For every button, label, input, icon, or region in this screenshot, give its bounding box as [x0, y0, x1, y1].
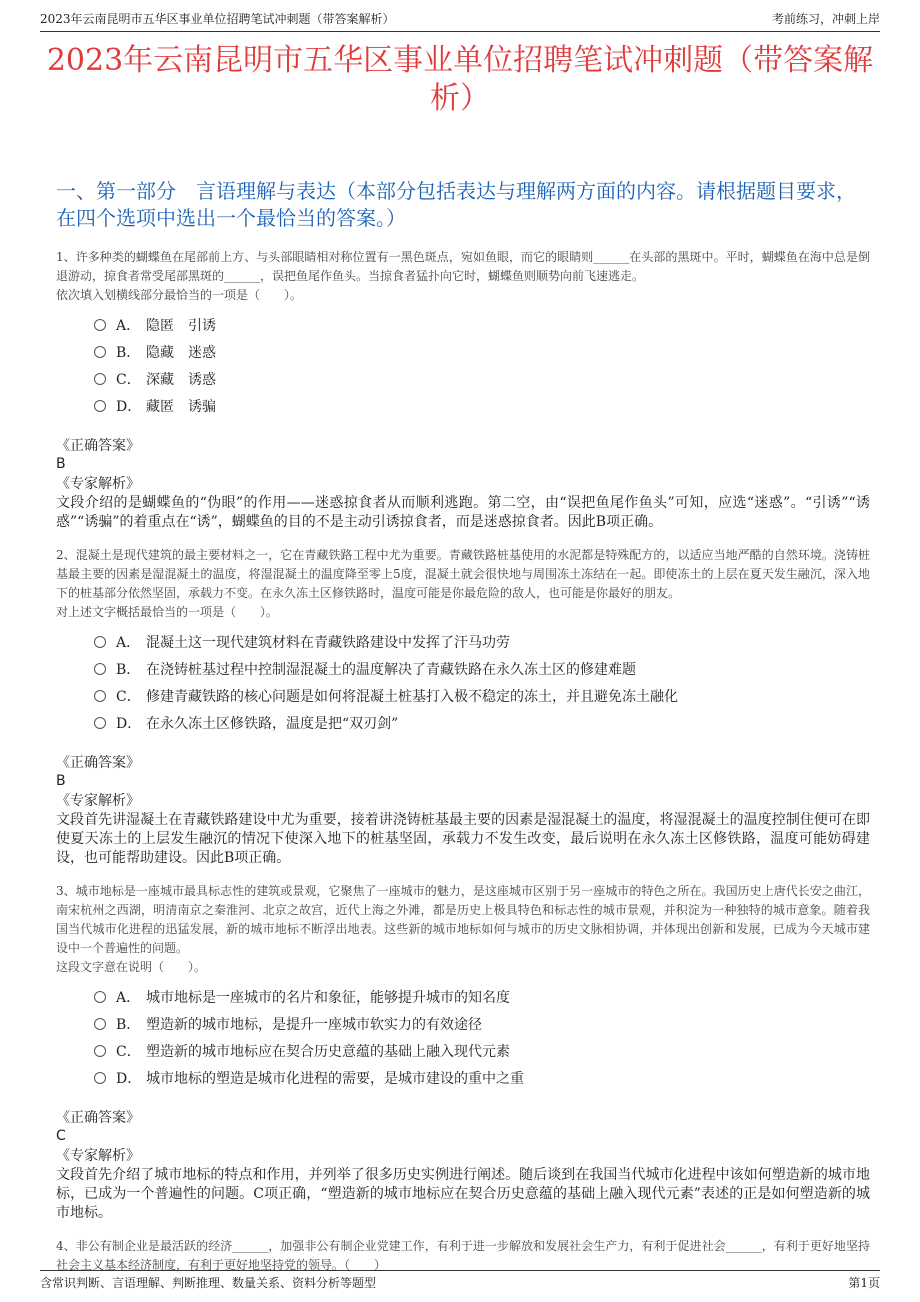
radio-icon[interactable]: [94, 1045, 106, 1057]
question-3: [56, 882, 870, 1223]
option-d[interactable]: D． 藏匿 诱骗: [94, 392, 870, 419]
answer-label: 《正确答案》: [56, 1110, 140, 1126]
radio-icon[interactable]: [94, 991, 106, 1003]
radio-icon[interactable]: [94, 717, 106, 729]
radio-icon[interactable]: [94, 373, 106, 385]
option-d[interactable]: D． 城市地标的塑造是城市化进程的需要，是城市建设的重中之重: [94, 1064, 870, 1091]
option-a[interactable]: A． 隐匿 引诱: [94, 311, 870, 338]
page-number: 第1页: [848, 1276, 880, 1290]
header-doc-title: 2023年云南昆明市五华区事业单位招聘笔试冲刺题（带答案解析）: [40, 12, 395, 26]
analysis-label: 《专家解析》: [56, 476, 140, 492]
option-b[interactable]: B． 隐藏 迷惑: [94, 338, 870, 365]
answer-label: 《正确答案》: [56, 755, 140, 771]
option-b[interactable]: B． 在浇铸桩基过程中控制湿混凝土的温度解决了青藏铁路在永久冻土区的修建难题: [94, 655, 870, 682]
page-footer: [40, 1270, 880, 1291]
option-d[interactable]: D． 在永久冻土区修铁路，温度是把“双刃剑”: [94, 709, 870, 736]
analysis-label: 《专家解析》: [56, 793, 140, 809]
question-4-text: 4、非公有制企业是最活跃的经济______，加强非公有制企业党建工作，有利于进一步解放和发展社会生产力，有利于促进社会______，有利于更好地坚持社会主义基本经济制度，有利于更好地坚持党的领导。（ ）: [56, 1239, 870, 1272]
document-title: 2023年云南昆明市五华区事业单位招聘笔试冲刺题（带答案解析）: [46, 43, 874, 116]
question-2-analysis: 文段首先讲湿凝土在青藏铁路建设中尤为重要，接着讲浇铸桩基最主要的因素是湿混凝土的温度，将湿混凝土的温度控制住便可在即使夏天冻土的上层发生融沉的情况下使深入地下的桩基坚固，承载力不发生改变，最后说明在永久冻土区修铁路，温度可能妨碍建设，也可能帮助建设。因此B项正确。: [56, 812, 870, 866]
question-2-answer: B: [56, 773, 66, 789]
page-header: [40, 10, 880, 32]
radio-icon[interactable]: [94, 400, 106, 412]
radio-icon[interactable]: [94, 346, 106, 358]
question-1-options: [94, 311, 870, 419]
question-3-options: [94, 983, 870, 1091]
footer-topics: 含常识判断、言语理解、判断推理、数量关系、资料分析等题型: [40, 1276, 377, 1290]
radio-icon[interactable]: [94, 1072, 106, 1084]
option-c[interactable]: C． 塑造新的城市地标应在契合历史意蕴的基础上融入现代元素: [94, 1037, 870, 1064]
question-2-prompt: 对上述文字概括最恰当的一项是（ ）。: [56, 605, 279, 619]
question-2-options: [94, 628, 870, 736]
question-1-analysis: 文段介绍的是蝴蝶鱼的“伪眼”的作用——迷惑掠食者从而顺利逃跑。第二空，由“误把鱼尾作鱼头”可知，应选“迷惑”。“引诱”“诱惑”“诱骗”的着重点在“诱”，蝴蝶鱼的目的不是主动引诱掠食者，而是迷惑掠食者。因此B项正确。: [56, 495, 870, 530]
option-a[interactable]: A． 混凝土这一现代建筑材料在青藏铁路建设中发挥了汗马功劳: [94, 628, 870, 655]
question-3-prompt: 这段文字意在说明（ ）。: [56, 960, 207, 974]
question-1-text: 1、许多种类的蝴蝶鱼在尾部前上方、与头部眼睛相对称位置有一黑色斑点，宛如鱼眼，而它的眼睛则______在头部的黑斑中。平时，蝴蝶鱼在海中总是倒退游动，掠食者常受尾部黑斑的______，误把鱼尾作鱼头。当掠食者猛扑向它时，蝴蝶鱼则顺势向前飞速逃走。: [56, 250, 870, 283]
question-3-analysis: 文段首先介绍了城市地标的特点和作用，并列举了很多历史实例进行阐述。随后谈到在我国当代城市化进程中该如何塑造新的城市地标，已成为一个普遍性的问题。C项正确，“塑造新的城市地标应在契合历史意蕴的基础上融入现代元素”表述的正是如何塑造新的城市地标。: [56, 1167, 870, 1221]
option-c[interactable]: C． 深藏 诱惑: [94, 365, 870, 392]
radio-icon[interactable]: [94, 690, 106, 702]
header-slogan: 考前练习，冲刺上岸: [771, 12, 880, 26]
question-list: [56, 248, 870, 1275]
option-b[interactable]: B． 塑造新的城市地标，是提升一座城市软实力的有效途径: [94, 1010, 870, 1037]
option-c[interactable]: C． 修建青藏铁路的核心问题是如何将混凝土桩基打入极不稳定的冻土，并且避免冻土融化: [94, 682, 870, 709]
radio-icon[interactable]: [94, 636, 106, 648]
question-2: [56, 546, 870, 868]
section-heading: 一、第一部分 言语理解与表达（本部分包括表达与理解两方面的内容。请根据题目要求，在四个选项中选出一个最恰当的答案。）: [56, 179, 856, 230]
question-1-answer: B: [56, 456, 66, 472]
question-3-answer: C: [56, 1128, 66, 1144]
answer-label: 《正确答案》: [56, 438, 140, 454]
radio-icon[interactable]: [94, 319, 106, 331]
question-2-text: 2、混凝土是现代建筑的最主要材料之一，它在青藏铁路工程中尤为重要。青藏铁路桩基使用的水泥都是特殊配方的，以适应当地严酷的自然环境。浇铸桩基最主要的因素是湿混凝土的温度，将湿混凝土的温度降至零上5度，混凝土就会很快地与周围冻土冻结在一起。即使冻土的上层在夏天发生融沉，深入地下的桩基部分依然坚固，承载力不变。在永久冻土区修铁路时，温度可能是你最危险的敌人，也可能是你最好的朋友。: [56, 548, 870, 600]
question-1-prompt: 依次填入划横线部分最恰当的一项是（ ）。: [56, 288, 303, 302]
radio-icon[interactable]: [94, 663, 106, 675]
radio-icon[interactable]: [94, 1018, 106, 1030]
question-3-text: 3、城市地标是一座城市最具标志性的建筑或景观，它聚焦了一座城市的魅力，是这座城市区别于另一座城市的特色之所在。我国历史上唐代长安之曲江，南宋杭州之西湖，明清南京之秦淮河、北京之故宫，近代上海之外滩，都是历史上极具特色和标志性的城市景观，并积淀为一种独特的城市意象。随着我国当代城市化进程的迅猛发展，新的城市地标不断浮出地表。这些新的城市地标如何与城市的历史文脉相协调，并体现出创新和发展，已成为今天城市建设中一个普遍性的问题。: [56, 884, 870, 955]
option-a[interactable]: A． 城市地标是一座城市的名片和象征，能够提升城市的知名度: [94, 983, 870, 1010]
analysis-label: 《专家解析》: [56, 1148, 140, 1164]
question-1: [56, 248, 870, 532]
